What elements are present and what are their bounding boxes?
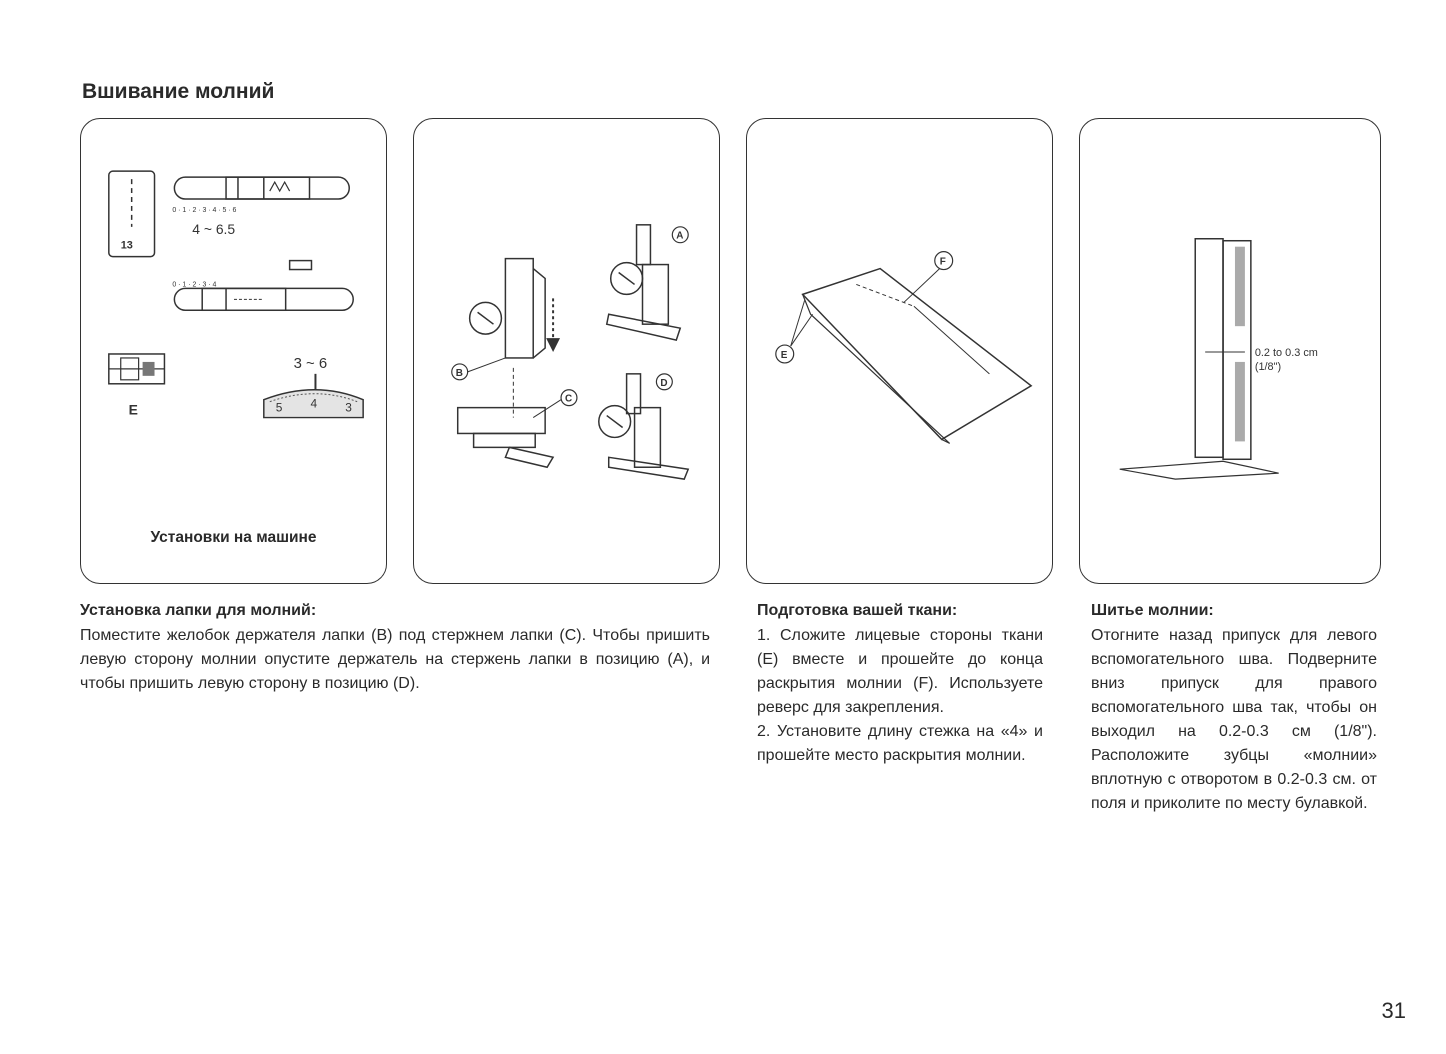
zipper-sewing-illustration	[1080, 119, 1380, 583]
section-fabric-prep-step2: 2. Установите длину стежка на «4» и прошейте место раскрытия молнии.	[757, 723, 1043, 764]
machine-settings-caption: Установки на машине	[150, 529, 317, 546]
foot-holder-d	[599, 374, 688, 479]
presser-foot-letter: E	[128, 401, 138, 418]
page-title: Вшивание молний	[82, 80, 275, 103]
section-foot-setup	[80, 598, 710, 696]
dial-number-center: 4	[310, 396, 318, 411]
stitch-width-scale: 0 · 1 · 2 · 3 · 4 · 5 · 6	[172, 206, 237, 214]
label-b: B	[455, 367, 463, 379]
label-f: F	[939, 256, 946, 268]
machine-settings-panel	[80, 118, 387, 584]
zipper-foot-icon	[109, 354, 165, 384]
dial-number-right: 3	[345, 400, 352, 415]
machine-settings-illustration	[81, 119, 386, 583]
dial-number-left: 5	[275, 400, 283, 415]
measure-imperial: (1/8")	[1254, 360, 1282, 373]
section-zipper-sewing	[1091, 598, 1377, 816]
section-fabric-prep	[757, 598, 1043, 768]
presser-foot-panel	[413, 118, 720, 584]
stitch-width-range: 4 ~ 6.5	[192, 220, 236, 237]
needle-position-number: 13	[120, 239, 133, 252]
measure-metric: 0.2 to 0.3 cm	[1254, 346, 1318, 359]
label-a: A	[676, 230, 684, 242]
section-zipper-sewing-body: Отогните назад припуск для левого вспомогательного шва. Подверните вниз припуск для правого вспомогательного шва так, чтобы он выходил на 0.2-0.3 см (1/8"). Расположите зубцы «молнии» вплотную с отворотом в 0.2-0.3 см. от поля и приколите по месту булавкой.	[1091, 627, 1377, 812]
foot-holder-a	[607, 225, 684, 340]
fabric-prep-illustration	[747, 119, 1052, 583]
fabric-prep-panel	[746, 118, 1053, 584]
section-foot-setup-body: Поместите желобок держателя лапки (B) под стержнем лапки (C). Чтобы пришить левую сторону молнии опустите держатель на стержень лапки в позицию (A), и чтобы пришить левую сторону в позицию (D).	[80, 627, 710, 692]
tension-range: 3 ~ 6	[293, 355, 328, 372]
zipper-foot-c	[458, 408, 553, 468]
foot-holder-b	[470, 259, 546, 358]
label-e: E	[780, 349, 788, 361]
section-foot-setup-heading: Установка лапки для молний:	[80, 602, 317, 619]
page-number: 31	[1381, 998, 1406, 1023]
section-zipper-sewing-heading: Шитье молнии:	[1091, 602, 1214, 619]
zipper-sewing-panel	[1079, 118, 1381, 584]
section-fabric-prep-heading: Подготовка вашей ткани:	[757, 602, 958, 619]
label-d: D	[660, 377, 668, 389]
section-fabric-prep-step1: 1. Сложите лицевые стороны ткани (E) вместе и прошейте до конца раскрытия молнии (F). Используете реверс для закрепления.	[757, 627, 1043, 716]
presser-foot-illustration	[414, 119, 719, 583]
label-c: C	[565, 393, 573, 405]
stitch-length-scale: 0 · 1 · 2 · 3 · 4	[172, 281, 217, 289]
